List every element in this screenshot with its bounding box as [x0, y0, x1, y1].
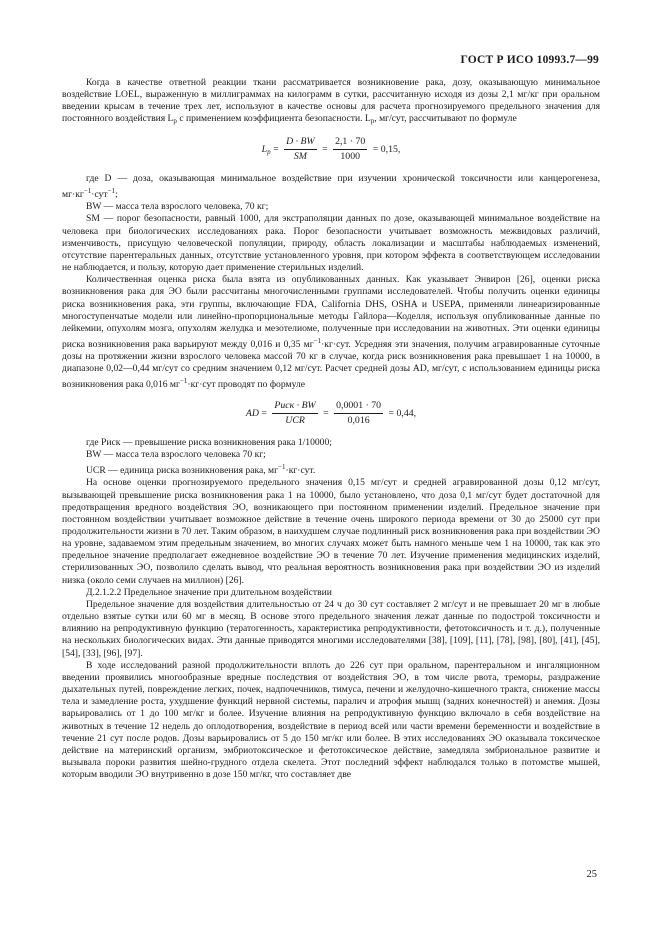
formula-ad-fraction-symbolic: $\frac{\text{Риск · BW}}{\text{UCR}}$	[274, 399, 316, 426]
definition-sm: SM — порог безопасности, равный 1000, для экстраполяции данных по дозе, оказывающей минимальное воздействие на человека при биологических исследованиях рака. Порог безопасности учитывает возможность межвидовых различий, изменчивость, присущую человеческой популяции, природу, область локализации и масштабы наблюдаемых изменений, отсутствие парентеральных данных, отсутствие установленного уровня, при котором эффекта в соответствующем исследовании не наблюдается, и пользу, которую дает применение стерильных изделий.	[62, 213, 600, 274]
formula-lp-fraction-symbolic: $\frac{D \cdot BW}{SM}$	[286, 135, 315, 162]
paragraph-quant-risk: Количественная оценка риска была взята из опубликованных данных. Как указывает Энвирон [26], оценки риска возникновения рака для ЭО были рассчитаны многочисленными группами исследователей. Чтобы получить оценки единицы риска возникновения рака, эти группы, включающие FDA, California DHS, OSHA и USEPA, применяли линеаризированные многоступенчатые модели или линейно-пропорциональные методы Гайлора—Коделля, используя опубликованные данные по лейкемии, опухолям мозга, опухолям желудка и мезотелиоме, полученные при исследовании на животных. Эти оценки единицы риска возникновения рака варьируют между 0,016 и 0,35 $мг^{-1}\cdot кг\cdot сут$. Усредняя эти значения, получим агравированные суточные дозы на протяжении жизни взрослого человека массой 70 кг в случае, когда риск возникновения рака превышает 1 на 10000, в диапазоне 0,02—0,44 мг/сут со средним значением 0,12 мг/сут. Расчет средней дозы AD, мг/сут, с использованием единицы риска возникновения рака 0,016 $мг^{-1}\cdot кг\cdot сут$ проводят по формуле	[62, 274, 600, 391]
definition-risk: где Риск — превышение риска возникновения рака 1/10000;	[86, 436, 332, 448]
definition-ucr: UCR — единица риска возникновения рака, $мг^{-1}\cdot кг\cdot сут$.	[86, 463, 316, 477]
paragraph-prolonged-limit: Предельное значение для воздействия длительностью от 24 ч до 30 сут составляет 2 мг/сут и не превышает 20 мг в любые отдельно взятые сутки или 60 мг в месяц. В основе этого предельного значения лежат данные по подострой токсичности и влиянию на репродуктивную функцию (тератогенность, характеристика репродуктивности, фетотоксичность и т. д.), полученные на нескольких биологических видах. Эти данные приводятся многими исследователями [38], [109], [11], [78], [98], [80], [41], [45], [54], [33], [96], [97].	[62, 598, 600, 659]
page-header: ГОСТ Р ИСО 10993.7—99	[460, 54, 599, 66]
paragraph-intro: Когда в качестве ответной реакции ткани рассматривается возникновение рака, дозу, оказывающую минимальное воздействие LOEL, выраженную в миллиграммах на килограмм в сутки, рассчитанную исходя из дозы 2,1 мг/кг при оральном введении крысам в течение трех лет, используют в качестве основы для расчета прогнозируемого предельного значения для постоянного воздействия $L_p$ с применением коэффициента безопасности. $L_p$, мг/сут, рассчитывают по формуле	[62, 77, 600, 126]
formula-lp: $L_p$ = $\frac{D \cdot BW}{SM}$ = $\frac{2,1 \cdot 70}{1000}$ = 0,15,	[261, 135, 401, 162]
definition-d: где D — доза, оказывающая минимальное воздействие при изучении хронической токсичности или канцерогенеза, $мг\cdot кг^{-1}\cdot сут^{-1}$;	[62, 172, 600, 201]
paragraph-limit-conclusion: На основе оценки прогнозируемого предельного значения 0,15 мг/сут и средней агравированной дозы 0,12 мг/сут, вызывающей превышение риска возникновения рака 1 на 10000, было установлено, что доза 0,1 мг/сут будет достаточной для предотвращения вредного воздействия ЭО, возникающего при постоянном применении изделий. Предельное значение при постоянном воздействии учитывает возможное действие в течение очень широкого периода времени от 30 до 25000 сут при продолжительности жизни в 70 лет. Таким образом, в наихудшем случае подлинный риск возникновения рака при воздействии ЭО на уровне, задаваемом этим предельным значением, во многих случаях может быть намного меньше чем 1 на 10000, так как это предельное значение предполагает ежедневное воздействие ЭО в течение 70 лет. Изучение применения медицинских изделий, стерилизованных ЭО, позволило сделать вывод, что реальная вероятность возникновения рака при воздействии ЭО из изделий низка (около семи случаев на миллион) [26].	[62, 477, 600, 586]
formula-ad-fraction-numeric: $\frac{0,0001 \cdot 70}{0,016}$	[336, 399, 382, 426]
paragraph-studies: В ходе исследований разной продолжительности вплоть до 226 сут при оральном, парентеральном и ингаляционном введении проявились многообразные вредные последствия от воздействия ЭО, в том числе рвота, треморы, раздражение дыхательных путей, повреждение легких, почек, надпочечников, тимуса, печени и желудочно-кишечного тракта, снижение массы тела и замедление роста, ухудшение функций нервной системы, паралич и атрофия мышц (задних конечностей) и анемия. Дозы варьировались от 1 до 100 мг/кг и более. Изучение влияния на репродуктивную функцию включало в себя воздействие на животных в течение 12 недель до оплодотворения, воздействие в период всей или части времени беременности и воздействие в течение 21 сут после родов. Дозы варьировались от 5 до 150 мг/кг или более. В этих исследованиях ЭО оказывала токсическое действие на материнский организм, эмбриотоксическое и фетотоксическое действие, замедляла эмбриональное развитие и вызывала пороки развития шейно-грудного отдела скелета. Этот последний эффект наблюдался только в потомстве мышей, которым вводили ЭО внутривенно в дозе 150 мг/кг, что составляет две	[62, 659, 600, 781]
page-number: 25	[586, 869, 597, 880]
subsection-heading: Д.2.1.2.2 Предельное значение при длительном воздействии	[86, 586, 332, 598]
definition-bw: BW — масса тела взрослого человека, 70 кг;	[86, 201, 269, 213]
page-body	[62, 77, 600, 781]
definition-bw-2: BW — масса тела взрослого человека 70 кг;	[86, 449, 266, 461]
formula-ad: AD = $\frac{\text{Риск · BW}}{\text{UCR}}$ = $\frac{0,0001 \cdot 70}{0,016}$ = 0,44,	[245, 399, 417, 426]
formula-lp-fraction-numeric: $\frac{2,1 \cdot 70}{1000}$	[335, 135, 366, 162]
